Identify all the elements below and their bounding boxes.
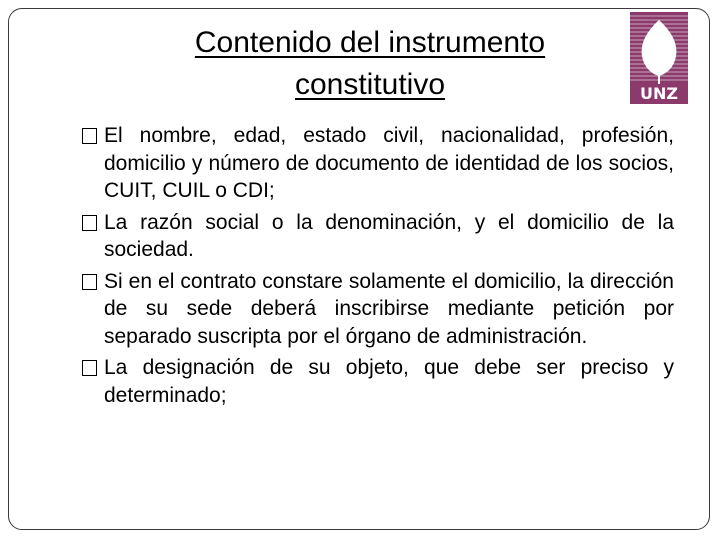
list-item xyxy=(82,268,674,351)
slide-title-line-1: Contenido del instrumento xyxy=(194,26,546,59)
logo-text: UNZ xyxy=(640,84,678,103)
checkbox-bullet-icon xyxy=(82,128,97,144)
list-item xyxy=(82,354,674,409)
unz-logo xyxy=(630,12,688,104)
slide-title xyxy=(120,22,620,106)
list-item xyxy=(82,209,674,264)
checkbox-bullet-icon xyxy=(82,360,97,376)
checkbox-bullet-icon xyxy=(82,215,97,231)
slide-title-line-2: constitutivo xyxy=(294,68,446,101)
list-item-text: La designación de su objeto, que debe ser preciso y determinado; xyxy=(104,356,674,407)
list-item-text: La razón social o la denominación, y el domicilio de la sociedad. xyxy=(104,210,674,261)
list-item xyxy=(82,122,674,205)
list-item-text: El nombre, edad, estado civil, nacionalidad, profesión, domicilio y número de documento de identidad de los socios, CUIT, CUIL o CDI; xyxy=(104,124,674,202)
list-item-text: Si en el contrato constare solamente el domicilio, la dirección de su sede deberá inscribirse mediante petición por separado suscripta por el órgano de administración. xyxy=(104,269,674,348)
item-list xyxy=(82,122,674,413)
checkbox-bullet-icon xyxy=(82,274,97,290)
